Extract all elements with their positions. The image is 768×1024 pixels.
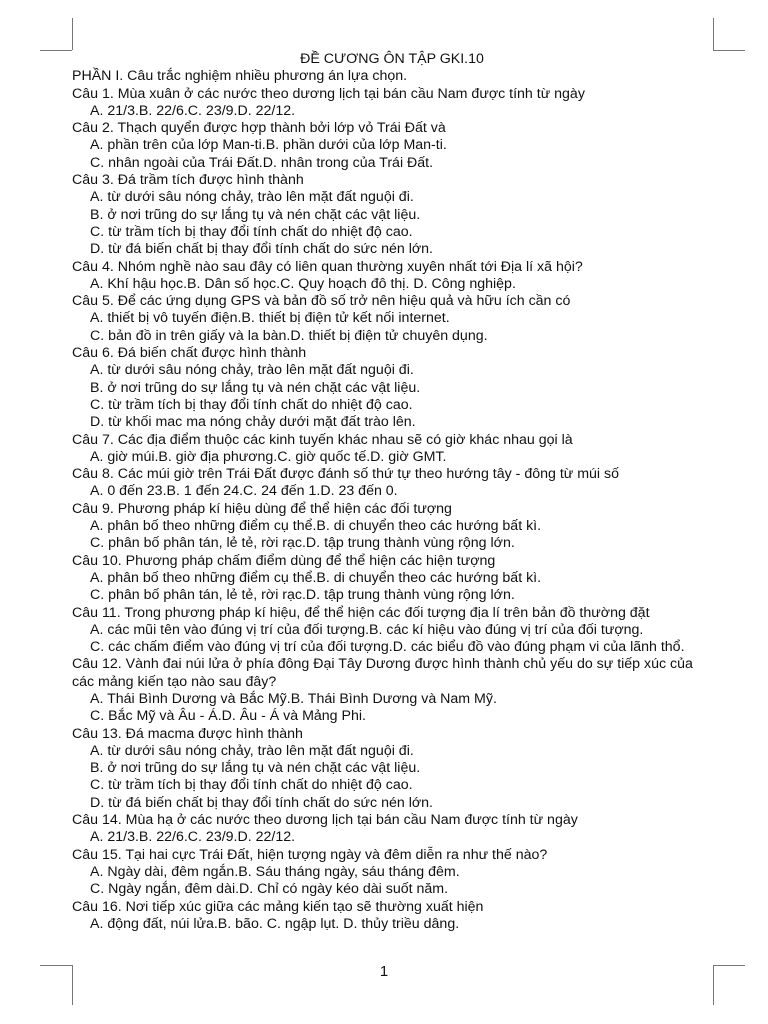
answer-options: A. Ngày dài, đêm ngắn.B. Sáu tháng ngày, sáu tháng đêm. — [90, 863, 460, 880]
crop-mark-top-left-v — [72, 18, 73, 50]
answer-options: A. phân bố theo những điểm cụ thể.B. di chuyển theo các hướng bất kì. — [90, 518, 542, 535]
question-block — [72, 86, 712, 121]
answer-options: A. từ dưới sâu nóng chảy, trào lên mặt đất nguội đi. — [90, 742, 414, 759]
answer-options: A. thiết bị vô tuyến điện.B. thiết bị điện tử kết nối internet. — [90, 310, 450, 327]
question-text: Câu 11. Trong phương pháp kí hiệu, để thể hiện các đối tượng địa lí trên bản đồ thường đặt — [72, 604, 650, 621]
question-block — [72, 847, 712, 899]
question-text: Câu 3. Đá trầm tích được hình thành — [72, 172, 304, 189]
question-block — [72, 553, 712, 605]
crop-mark-top-right-h — [713, 50, 745, 51]
question-text: Câu 2. Thạch quyển được hợp thành bởi lớp vỏ Trái Đất và — [72, 120, 446, 137]
answer-options: A. động đất, núi lửa.B. bão. C. ngập lụt. D. thủy triều dâng. — [90, 915, 460, 932]
answer-options: A. 21/3.B. 22/6.C. 23/9.D. 22/12. — [90, 829, 296, 846]
answer-options: A. từ dưới sâu nóng chảy, trào lên mặt đất nguội đi. — [90, 362, 414, 379]
answer-options: D. từ đá biến chất bị thay đổi tính chất do sức nén lớn. — [90, 241, 433, 258]
question-block — [72, 656, 712, 725]
answer-options: D. từ đá biến chất bị thay đổi tính chất do sức nén lớn. — [90, 794, 433, 811]
question-block — [72, 293, 712, 345]
answer-options: C. bản đồ in trên giấy và la bàn.D. thiết bị điện tử chuyên dụng. — [90, 327, 488, 344]
answer-options: C. nhân ngoài của Trái Đất.D. nhân trong của Trái Đất. — [90, 154, 434, 171]
answer-options: D. từ khối mac ma nóng chảy dưới mặt đất trào lên. — [90, 414, 416, 431]
crop-mark-top-left-h — [40, 50, 72, 51]
answer-options: C. phân bố phân tán, lẻ tẻ, rời rạc.D. tập trung thành vùng rộng lớn. — [90, 535, 515, 552]
question-text: Câu 10. Phương pháp chấm điểm dùng để thể hiện các hiện tượng — [72, 552, 496, 569]
question-text: Câu 5. Để các ứng dụng GPS và bản đồ số trở nên hiệu quả và hữu ích cần có — [72, 293, 571, 310]
answer-options: C. từ trầm tích bị thay đổi tính chất do nhiệt độ cao. — [90, 777, 413, 794]
question-block — [72, 605, 712, 657]
question-text: Câu 12. Vành đai núi lửa ở phía đông Đại Tây Dương được hình thành chủ yếu do sự tiếp xúc của các mảng kiến tạo nào sau đây? — [72, 656, 693, 690]
question-text: Câu 13. Đá macma được hình thành — [72, 725, 303, 742]
answer-options: A. từ dưới sâu nóng chảy, trào lên mặt đất nguội đi. — [90, 189, 414, 206]
part-heading: PHẦN I. Câu trắc nghiệm nhiều phương án lựa chọn. — [72, 68, 408, 85]
question-text: Câu 9. Phương pháp kí hiệu dùng để thể hiện các đối tượng — [72, 500, 452, 517]
answer-options: C. phân bố phân tán, lẻ tẻ, rời rạc.D. tập trung thành vùng rộng lớn. — [90, 587, 515, 604]
answer-options: A. các mũi tên vào đúng vị trí của đối tượng.B. các kí hiệu vào đúng vị trí của đối tượng. — [90, 621, 644, 638]
question-text: Câu 8. Các múi giờ trên Trái Đất được đánh số thứ tự theo hướng tây - đông từ múi số — [72, 466, 619, 483]
document-content — [72, 51, 712, 933]
question-block — [72, 726, 712, 812]
answer-options: C. Bắc Mỹ và Âu - Á.D. Âu - Á và Mảng Phi. — [90, 708, 366, 725]
question-block — [72, 432, 712, 467]
question-block — [72, 345, 712, 431]
document-title: ĐỀ CƯƠNG ÔN TẬP GKI.10 — [300, 51, 484, 67]
question-block — [72, 899, 712, 934]
question-text: Câu 7. Các địa điểm thuộc các kinh tuyến khác nhau sẽ có giờ khác nhau gọi là — [72, 431, 573, 448]
question-text: Câu 4. Nhóm nghề nào sau đây có liên quan thường xuyên nhất tới Địa lí xã hội? — [72, 258, 583, 275]
answer-options: A. phần trên của lớp Man-ti.B. phần dưới của lớp Man-ti. — [90, 137, 447, 154]
question-text: Câu 15. Tại hai cực Trái Đất, hiện tượng ngày và đêm diễn ra như thế nào? — [72, 846, 548, 863]
question-list — [72, 86, 712, 934]
question-text: Câu 14. Mùa hạ ở các nước theo dương lịch tại bán cầu Nam được tính từ ngày — [72, 812, 578, 829]
page-number: 1 — [379, 963, 389, 980]
question-block — [72, 501, 712, 553]
question-block — [72, 172, 712, 258]
question-block — [72, 259, 712, 294]
answer-options: C. các chấm điểm vào đúng vị trí của đối tượng.D. các biểu đồ vào đúng phạm vi của lãnh thổ. — [90, 639, 685, 656]
answer-options: B. ở nơi trũng do sự lắng tụ và nén chặt các vật liệu. — [90, 760, 421, 777]
question-block — [72, 466, 712, 501]
question-text: Câu 1. Mùa xuân ở các nước theo dương lịch tại bán cầu Nam được tính từ ngày — [72, 85, 585, 102]
answer-options: A. phân bố theo những điểm cụ thể.B. di chuyển theo các hướng bất kì. — [90, 569, 542, 586]
question-text: Câu 16. Nơi tiếp xúc giữa các mảng kiến tạo sẽ thường xuất hiện — [72, 898, 484, 915]
question-block — [72, 812, 712, 847]
crop-mark-top-right-v — [713, 18, 714, 50]
answer-options: B. ở nơi trũng do sự lắng tụ và nén chặt các vật liệu. — [90, 206, 421, 223]
answer-options: A. giờ múi.B. giờ địa phương.C. giờ quốc tế.D. giờ GMT. — [90, 448, 447, 465]
answer-options: A. Thái Bình Dương và Bắc Mỹ.B. Thái Bình Dương và Nam Mỹ. — [90, 690, 497, 707]
question-text: Câu 6. Đá biến chất được hình thành — [72, 345, 307, 362]
answer-options: A. 21/3.B. 22/6.C. 23/9.D. 22/12. — [90, 102, 296, 119]
answer-options: A. 0 đến 23.B. 1 đến 24.C. 24 đến 1.D. 23 đến 0. — [90, 483, 398, 500]
answer-options: C. từ trầm tích bị thay đổi tính chất do nhiệt độ cao. — [90, 396, 413, 413]
answer-options: C. từ trầm tích bị thay đổi tính chất do nhiệt độ cao. — [90, 223, 413, 240]
answer-options: A. Khí hậu học.B. Dân số học.C. Quy hoạch đô thị. D. Công nghiệp. — [90, 275, 516, 292]
answer-options: B. ở nơi trũng do sự lắng tụ và nén chặt các vật liệu. — [90, 379, 421, 396]
answer-options: C. Ngày ngắn, đêm dài.D. Chỉ có ngày kéo dài suốt năm. — [90, 881, 449, 898]
question-block — [72, 120, 712, 172]
